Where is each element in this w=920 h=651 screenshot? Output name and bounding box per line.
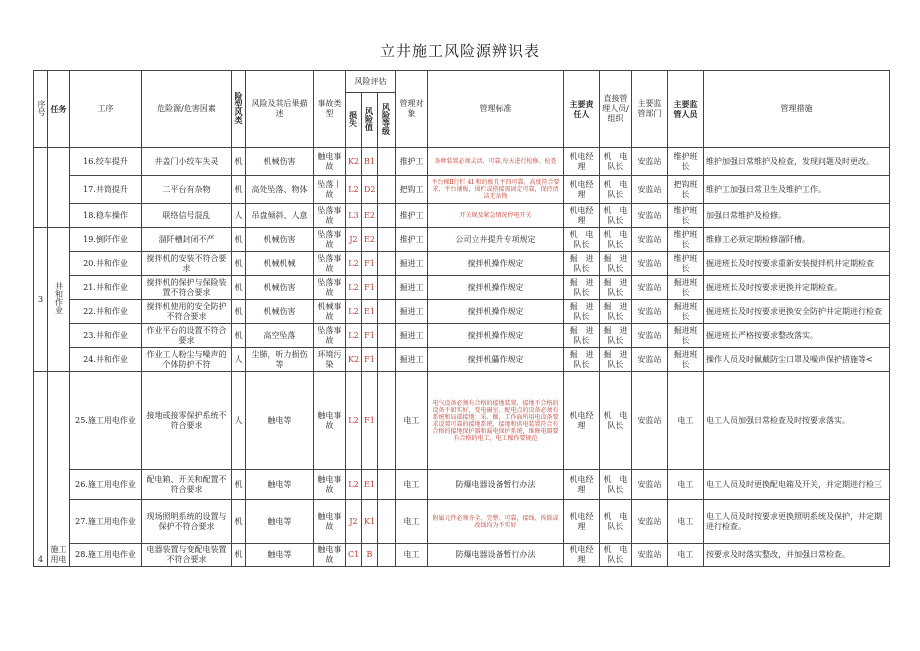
cell-hazard: 搅拌机的保护与保险装置不符合要求 bbox=[142, 276, 232, 300]
cell-measure: 维护工加强日常卫生及维护工作。 bbox=[704, 176, 890, 204]
cell-process: 24.井和作业 bbox=[70, 348, 142, 372]
cell-measure: 掘进班长及时按要求更换安全防护井定期进行检查 bbox=[704, 300, 890, 324]
cell-accident: 触电事故 bbox=[314, 470, 346, 500]
cell-hazard: 现场照明系统的设置与保护不符合要求 bbox=[142, 500, 232, 544]
cell-main-dept: 安监站 bbox=[632, 300, 668, 324]
cell-process: 19.倒阡作业 bbox=[70, 228, 142, 252]
cell-loss: L2 bbox=[346, 324, 362, 348]
cell-risk-value: E2 bbox=[362, 228, 378, 252]
cell-loss: L2 bbox=[346, 372, 362, 470]
cell-loss: L2 bbox=[346, 176, 362, 204]
cell-consequence: 机械伤害 bbox=[246, 228, 314, 252]
cell-hazard: 作业平台的设置不符合要求 bbox=[142, 324, 232, 348]
cell-loss: K2 bbox=[346, 148, 362, 176]
cell-accident: 坠落丨故 bbox=[314, 176, 346, 204]
cell-target: 推护工 bbox=[396, 228, 428, 252]
table-body bbox=[34, 148, 890, 567]
cell-main-sup: 维护班长 bbox=[668, 228, 704, 252]
cell-direct: 掘 进队长 bbox=[600, 300, 632, 324]
cell-loss: L2 bbox=[346, 470, 362, 500]
cell-risk-level bbox=[378, 204, 396, 228]
cell-risk-type: 机 bbox=[232, 176, 246, 204]
cell-main-person: 机电经理 bbox=[564, 544, 600, 567]
cell-hazard: 井盖门小绞车失灵 bbox=[142, 148, 232, 176]
header-risk-type: 险型风类 bbox=[232, 71, 246, 148]
cell-risk-value: B1 bbox=[362, 148, 378, 176]
cell-risk-level bbox=[378, 276, 396, 300]
cell-direct: 机 电队长 bbox=[600, 544, 632, 567]
cell-main-sup: 把钩班长 bbox=[668, 176, 704, 204]
cell-process: 21.井和作业 bbox=[70, 276, 142, 300]
cell-main-person: 机电经理 bbox=[564, 470, 600, 500]
cell-measure: 维修工必须定期检修溜阡槽。 bbox=[704, 228, 890, 252]
cell-direct: 机 电队长 bbox=[600, 148, 632, 176]
header-direct: 直接管理人员/组织 bbox=[600, 71, 632, 148]
cell-standard: 公司立井提升专项规定 bbox=[428, 228, 564, 252]
cell-process: 16.绞车提升 bbox=[70, 148, 142, 176]
cell-process: 26.施工用电作业 bbox=[70, 470, 142, 500]
cell-main-sup: 掘进班长 bbox=[668, 348, 704, 372]
cell-risk-value: E2 bbox=[362, 204, 378, 228]
cell-target: 推护工 bbox=[396, 148, 428, 176]
cell-consequence: 尘肺，听力损伤等 bbox=[246, 348, 314, 372]
header-consequence: 风险及其后果描述 bbox=[246, 71, 314, 148]
cell-main-person: 机电经理 bbox=[564, 372, 600, 470]
header-accident: 事故类型 bbox=[314, 71, 346, 148]
cell-main-sup: 掘进班长 bbox=[668, 276, 704, 300]
cell-target: 电工 bbox=[396, 544, 428, 567]
header-eval: 风险评估 bbox=[346, 71, 396, 93]
cell-risk-value: F1 bbox=[362, 348, 378, 372]
cell-process: 28.施工用电作业 bbox=[70, 544, 142, 567]
table-row bbox=[34, 204, 890, 228]
table-row bbox=[34, 300, 890, 324]
cell-standard: 电气设备必须有合格的接地装置，接地不合格的设备不如实好，变电硐室、配电点的设备必须有系统和局部接地：采、掘，工作面所用电设备要求设置可靠的接地系统，接地和供电装置符合有合格的接地保护器和漏电保护系统，维修电器要有合格的电工，电工操作要规范 bbox=[428, 372, 564, 470]
cell-risk-type: 人 bbox=[232, 348, 246, 372]
cell-direct: 机 电队长 bbox=[600, 228, 632, 252]
cell-accident: 坠落事故 bbox=[314, 276, 346, 300]
cell-main-person: 掘 进队长 bbox=[564, 348, 600, 372]
cell-main-person: 机电经理 bbox=[564, 148, 600, 176]
cell-hazard: 电器装置与变配电装置不符合要求 bbox=[142, 544, 232, 567]
cell-process: 18.稳车操作 bbox=[70, 204, 142, 228]
cell-direct: 掘 进队长 bbox=[600, 324, 632, 348]
cell-accident: 触电事故 bbox=[314, 148, 346, 176]
cell-standard: 开关规及紧急情况停电开关 bbox=[428, 204, 564, 228]
cell-standard: 搅拌机操作规定 bbox=[428, 276, 564, 300]
header-risk-value: 风险值 bbox=[362, 93, 378, 148]
cell-direct: 机 电队长 bbox=[600, 204, 632, 228]
cell-risk-value: D2 bbox=[362, 176, 378, 204]
cell-consequence: 高处坠落、物体 bbox=[246, 176, 314, 204]
header-target: 管理对象 bbox=[396, 71, 428, 148]
cell-direct: 掘 进队长 bbox=[600, 252, 632, 276]
cell-loss: C1 bbox=[346, 544, 362, 567]
cell-consequence: 吊盘倾斜、人意 bbox=[246, 204, 314, 228]
cell-risk-value: F1 bbox=[362, 252, 378, 276]
cell-risk-type: 机 bbox=[232, 228, 246, 252]
header-loss: 损失 bbox=[346, 93, 362, 148]
cell-accident: 坠落事故 bbox=[314, 324, 346, 348]
cell-main-sup: 维护班长 bbox=[668, 252, 704, 276]
cell-accident: 机械事故 bbox=[314, 300, 346, 324]
cell-risk-level bbox=[378, 176, 396, 204]
header-measures: 管理措施 bbox=[704, 71, 890, 148]
risk-table bbox=[33, 70, 890, 567]
cell-consequence: 触电等 bbox=[246, 544, 314, 567]
cell-accident: 坠落事故 bbox=[314, 204, 346, 228]
cell-main-sup: 电工 bbox=[668, 544, 704, 567]
cell-risk-level bbox=[378, 500, 396, 544]
cell-main-sup: 维护班长 bbox=[668, 148, 704, 176]
cell-main-person: 掘 进队长 bbox=[564, 276, 600, 300]
cell-loss: L2 bbox=[346, 276, 362, 300]
cell-target: 电工 bbox=[396, 500, 428, 544]
cell-risk-level bbox=[378, 228, 396, 252]
table-row bbox=[34, 500, 890, 544]
cell-main-dept: 安监站 bbox=[632, 348, 668, 372]
cell-risk-type: 人 bbox=[232, 204, 246, 228]
cell-main-dept: 安监站 bbox=[632, 470, 668, 500]
cell-process: 20.井和作业 bbox=[70, 252, 142, 276]
group-seq: 3 bbox=[34, 228, 48, 372]
cell-target: 掘进工 bbox=[396, 276, 428, 300]
header-main-dept: 主要监管部门 bbox=[632, 71, 668, 148]
cell-consequence: 触电等 bbox=[246, 372, 314, 470]
cell-risk-value: B bbox=[362, 544, 378, 567]
cell-target: 把钩工 bbox=[396, 176, 428, 204]
cell-main-person: 机 电队长 bbox=[564, 228, 600, 252]
header-risk-level: 风险等级 bbox=[378, 93, 396, 148]
cell-target: 电工 bbox=[396, 372, 428, 470]
group-seq bbox=[34, 148, 48, 228]
cell-main-person: 掘 进队长 bbox=[564, 300, 600, 324]
cell-hazard: 搅拌机的安装不符合要求 bbox=[142, 252, 232, 276]
cell-main-person: 掘 进队长 bbox=[564, 252, 600, 276]
cell-main-dept: 安监站 bbox=[632, 324, 668, 348]
cell-measure: 维护加强日常维护及检查，发现问题及时更改。 bbox=[704, 148, 890, 176]
cell-main-dept: 安监站 bbox=[632, 148, 668, 176]
cell-risk-type: 人 bbox=[232, 372, 246, 470]
cell-hazard: 二平台有杂物 bbox=[142, 176, 232, 204]
cell-measure: 按要求及时落实整改，并加强日常检查。 bbox=[704, 544, 890, 567]
cell-risk-type: 机 bbox=[232, 148, 246, 176]
cell-main-person: 掘 进队长 bbox=[564, 324, 600, 348]
group-task bbox=[48, 148, 70, 228]
cell-risk-type: 机 bbox=[232, 276, 246, 300]
cell-target: 掘进工 bbox=[396, 348, 428, 372]
cell-standard: 搅拌机儡作规定 bbox=[428, 348, 564, 372]
cell-direct: 掘 进队长 bbox=[600, 276, 632, 300]
cell-process: 27.施工用电作业 bbox=[70, 500, 142, 544]
cell-main-dept: 安监站 bbox=[632, 176, 668, 204]
cell-risk-type: 机 bbox=[232, 252, 246, 276]
cell-consequence: 机械机械 bbox=[246, 252, 314, 276]
table-row bbox=[34, 372, 890, 470]
cell-main-person: 机电经理 bbox=[564, 204, 600, 228]
cell-standard: 搅拌机操作规定 bbox=[428, 300, 564, 324]
cell-measure: 电工人员及时按要求更换照明系统及保护，井定期进行检查。 bbox=[704, 500, 890, 544]
cell-loss: L2 bbox=[346, 300, 362, 324]
cell-direct: 机 电队长 bbox=[600, 372, 632, 470]
cell-target: 掘进工 bbox=[396, 252, 428, 276]
cell-accident: 触电事故 bbox=[314, 372, 346, 470]
cell-measure: 电工人员加强日常检查及时按要求落实。 bbox=[704, 372, 890, 470]
table-row bbox=[34, 252, 890, 276]
cell-main-person: 机电经理 bbox=[564, 176, 600, 204]
table-row bbox=[34, 324, 890, 348]
cell-main-sup: 电工 bbox=[668, 470, 704, 500]
cell-target: 推护工 bbox=[396, 204, 428, 228]
header-main-sup: 主要监管人员 bbox=[668, 71, 704, 148]
cell-risk-level bbox=[378, 252, 396, 276]
cell-loss: K2 bbox=[346, 348, 362, 372]
cell-target: 掘进工 bbox=[396, 300, 428, 324]
cell-main-dept: 安监站 bbox=[632, 228, 668, 252]
page-title: 立井施工风险源辨识表 bbox=[379, 42, 540, 60]
cell-measure: 操作人员及时佩戴防尘口罩及噪声保护措施等< bbox=[704, 348, 890, 372]
cell-accident: 坠落事故 bbox=[314, 252, 346, 276]
cell-standard: 各种装置必须灵活、可靠,每天进行检修、检查 bbox=[428, 148, 564, 176]
cell-accident: 触电事故 bbox=[314, 500, 346, 544]
group-task: 施工用电 bbox=[48, 372, 70, 567]
cell-consequence: 机械伤害 bbox=[246, 276, 314, 300]
cell-main-sup: 掘进班长 bbox=[668, 324, 704, 348]
cell-standard: 平台梯Ⅱ行栏 4I 和的板且平四可靠，高度符合要求，平台铺板，围栏或搭接需固定可靠，保持清洁无杂物 bbox=[428, 176, 564, 204]
cell-risk-type: 机 bbox=[232, 470, 246, 500]
header-process: 工序 bbox=[70, 71, 142, 148]
cell-risk-value: F1 bbox=[362, 276, 378, 300]
header-main-person: 主要责任人 bbox=[564, 71, 600, 148]
cell-main-sup: 维护班长 bbox=[668, 204, 704, 228]
table-row bbox=[34, 348, 890, 372]
cell-consequence: 触电等 bbox=[246, 470, 314, 500]
table-row bbox=[34, 276, 890, 300]
cell-consequence: 机械伤害 bbox=[246, 300, 314, 324]
cell-risk-type: 机 bbox=[232, 500, 246, 544]
cell-direct: 掘 进队长 bbox=[600, 348, 632, 372]
cell-measure: 掘进班长严格按要求整改落实。 bbox=[704, 324, 890, 348]
cell-risk-value: F1 bbox=[362, 372, 378, 470]
cell-main-dept: 安监站 bbox=[632, 276, 668, 300]
cell-target: 掘进工 bbox=[396, 324, 428, 348]
cell-risk-level bbox=[378, 470, 396, 500]
cell-loss: J2 bbox=[346, 228, 362, 252]
cell-measure: 加强日常维护及检修。 bbox=[704, 204, 890, 228]
cell-consequence: 触电等 bbox=[246, 500, 314, 544]
cell-risk-level bbox=[378, 544, 396, 567]
cell-risk-level bbox=[378, 348, 396, 372]
cell-risk-level bbox=[378, 324, 396, 348]
cell-process: 25.施工用电作业 bbox=[70, 372, 142, 470]
cell-main-sup: 掘进班长 bbox=[668, 300, 704, 324]
cell-main-sup: 电工 bbox=[668, 500, 704, 544]
cell-risk-type: 机 bbox=[232, 324, 246, 348]
table-row bbox=[34, 148, 890, 176]
cell-standard: 搅拌机操作规定 bbox=[428, 324, 564, 348]
cell-process: 23.井和作业 bbox=[70, 324, 142, 348]
table-row bbox=[34, 228, 890, 252]
cell-hazard: 接地或接零保护系统不符合要求 bbox=[142, 372, 232, 470]
cell-main-sup: 电工 bbox=[668, 372, 704, 470]
cell-direct: 机 电队长 bbox=[600, 500, 632, 544]
group-task: 井和作业 bbox=[48, 228, 70, 372]
cell-measure: 掘进班长及时按要求重新安装搅拌机井定期检查 bbox=[704, 252, 890, 276]
cell-consequence: 机械伤害 bbox=[246, 148, 314, 176]
cell-risk-level bbox=[378, 148, 396, 176]
header-hazard: 危险源/危害因素 bbox=[142, 71, 232, 148]
cell-main-dept: 安监站 bbox=[632, 204, 668, 228]
cell-target: 电工 bbox=[396, 470, 428, 500]
header-standard: 管理标准 bbox=[428, 71, 564, 148]
cell-accident: 环境污染 bbox=[314, 348, 346, 372]
cell-risk-type: 机 bbox=[232, 300, 246, 324]
table-row bbox=[34, 544, 890, 567]
cell-main-dept: 安监站 bbox=[632, 544, 668, 567]
cell-loss: L3 bbox=[346, 204, 362, 228]
cell-risk-level bbox=[378, 372, 396, 470]
cell-direct: 机 电队长 bbox=[600, 176, 632, 204]
cell-risk-value: F1 bbox=[362, 324, 378, 348]
cell-process: 22.井和作业 bbox=[70, 300, 142, 324]
cell-risk-level bbox=[378, 300, 396, 324]
header-seq: 序号 bbox=[34, 71, 48, 148]
cell-direct: 机 电队长 bbox=[600, 470, 632, 500]
cell-risk-type: 机 bbox=[232, 544, 246, 567]
cell-main-person: 机电经理 bbox=[564, 500, 600, 544]
cell-risk-value: E1 bbox=[362, 300, 378, 324]
table-row bbox=[34, 470, 890, 500]
cell-risk-value: E1 bbox=[362, 470, 378, 500]
group-seq: 4 bbox=[34, 372, 48, 567]
cell-hazard: 搅拌机使用的安全防护不符合要求 bbox=[142, 300, 232, 324]
cell-standard: 附属元件必须齐全、完整、可靠，接线、拆除或改线均为不实好 bbox=[428, 500, 564, 544]
cell-accident: 触电事故 bbox=[314, 544, 346, 567]
cell-main-dept: 安监站 bbox=[632, 372, 668, 470]
cell-hazard: 作业工人粉尘与噪声的个体防护不符 bbox=[142, 348, 232, 372]
cell-loss: J2 bbox=[346, 500, 362, 544]
cell-main-dept: 安监站 bbox=[632, 252, 668, 276]
cell-measure: 掘进班长及时按要求更换并定期检查。 bbox=[704, 276, 890, 300]
cell-main-dept: 安监站 bbox=[632, 500, 668, 544]
cell-risk-value: K1 bbox=[362, 500, 378, 544]
cell-consequence: 高空坠落 bbox=[246, 324, 314, 348]
cell-process: 17.井筒提升 bbox=[70, 176, 142, 204]
cell-hazard: 联络信号混乱 bbox=[142, 204, 232, 228]
cell-hazard: 配电箱、开关和配置不符合要求 bbox=[142, 470, 232, 500]
cell-accident: 坠落事故 bbox=[314, 228, 346, 252]
cell-standard: 搅拌机操作规定 bbox=[428, 252, 564, 276]
cell-loss: L2 bbox=[346, 252, 362, 276]
header-task: 任务 bbox=[48, 71, 70, 148]
cell-standard: 防爆电器设备暂行办法 bbox=[428, 470, 564, 500]
cell-measure: 电工人员及时更换配电箱及开关，并定期进行检三 bbox=[704, 470, 890, 500]
table-row bbox=[34, 176, 890, 204]
cell-standard: 防爆电器设备暂行办法 bbox=[428, 544, 564, 567]
cell-hazard: 溜阡槽封闭不严 bbox=[142, 228, 232, 252]
